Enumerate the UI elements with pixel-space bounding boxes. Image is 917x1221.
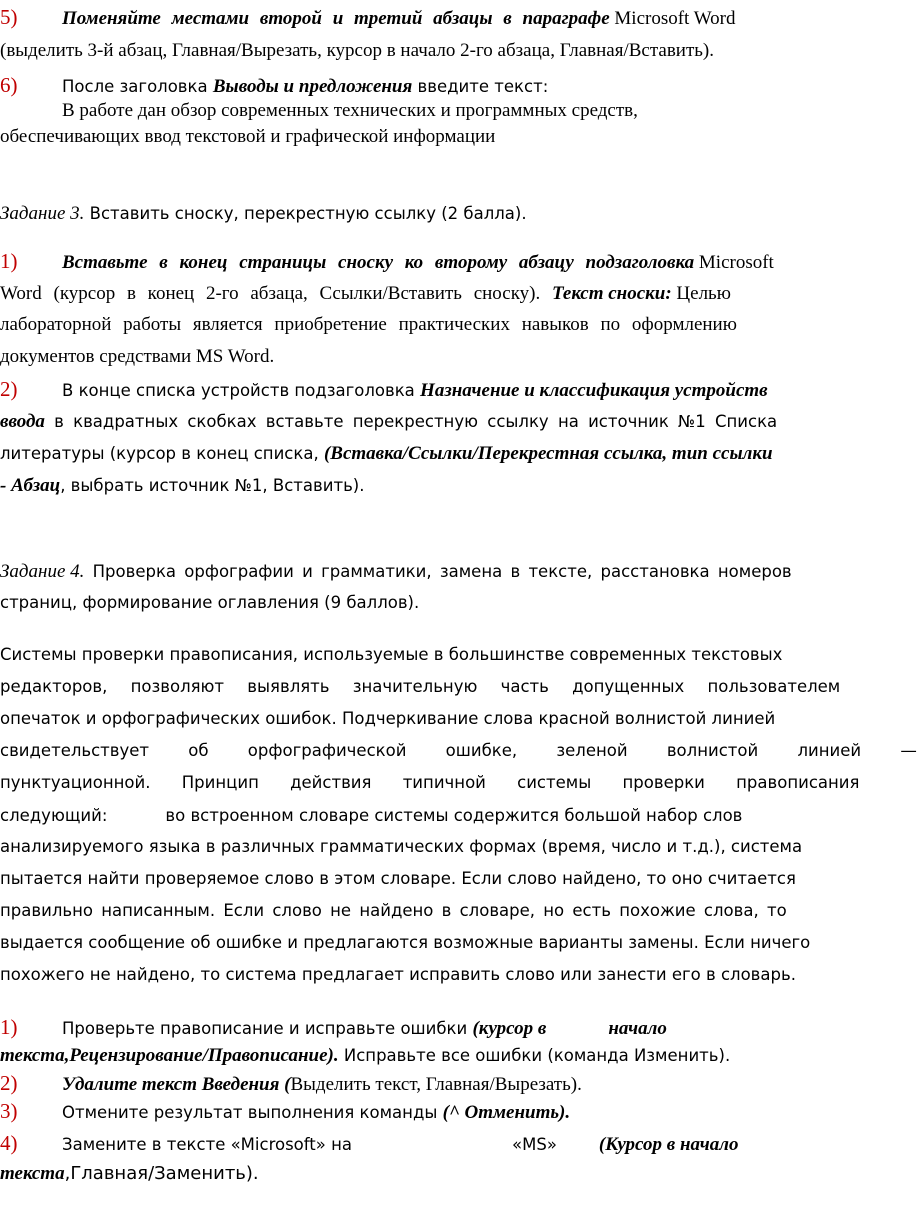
z3-item2-heading: Назначение и классификация устройств bbox=[420, 380, 768, 401]
paragraph-line: свидетельствует об орфографической ошибке, зеленой волнистой линией — bbox=[0, 741, 917, 760]
paragraph-line: Системы проверки правописания, используемые в большинстве современных текстовых bbox=[0, 645, 783, 664]
z4-item3-pre: Отмените результат выполнения команды bbox=[62, 1103, 443, 1122]
z3-item1-line2a: Word (курсор в конец 2-го абзаца, Ссылки/Вставить сноску). bbox=[0, 283, 552, 304]
paragraph-line: редакторов, позволяют выявлять значительную часть допущенных пользователем bbox=[0, 677, 841, 696]
z3-item2-number: 2) bbox=[0, 377, 18, 401]
z3-item1-number: 1) bbox=[0, 249, 18, 273]
z3-item2-line2 bbox=[0, 406, 816, 437]
z3-item1-line2c: Целью bbox=[671, 283, 731, 304]
zadanie4-text: Проверка орфографии и грамматики, замена в тексте, расстановка номеров bbox=[84, 562, 792, 581]
z4-item4-line2 bbox=[0, 1158, 816, 1189]
task6-heading: Выводы и предложения bbox=[212, 76, 413, 97]
z4-item3-line bbox=[0, 1096, 816, 1128]
z4-item4-line2a: текста bbox=[0, 1163, 65, 1184]
z4-item1-bold: (курсор в bbox=[472, 1018, 547, 1039]
z3-item2-line3b: (Вставка/Ссылки/Перекрестная ссылка, тип ссылки bbox=[323, 443, 773, 464]
task5-instruction: Поменяйте местами второй и третий абзацы в параграфе bbox=[62, 8, 610, 29]
z3-item1-instruction: Вставьте в конец страницы сноску ко второму абзацу подзаголовка bbox=[62, 252, 695, 273]
z3-item2-line4b: , выбрать источник №1, Вставить). bbox=[60, 476, 365, 495]
z3-item2-line4 bbox=[0, 470, 816, 501]
z4-item2-bold: Удалите текст Введения ( bbox=[62, 1074, 291, 1095]
z3-item2-line1 bbox=[0, 374, 816, 406]
zadanie3-text: Вставить сноску, перекрестную ссылку (2 балла). bbox=[84, 204, 527, 223]
z4-item4-pre: Замените в тексте «Microsoft» на bbox=[62, 1135, 353, 1154]
z3-item2-line3 bbox=[0, 438, 816, 469]
zadanie4-label: Задание 4. bbox=[0, 561, 85, 582]
z4-item4-ms: «MS» bbox=[512, 1135, 557, 1154]
paragraph-line-start: следующий: bbox=[0, 806, 108, 825]
paragraph-line: пытается найти проверяемое слово в этом словаре. Если слово найдено, то оно считается bbox=[0, 869, 796, 888]
task5-number: 5) bbox=[0, 5, 18, 29]
paragraph-line bbox=[0, 800, 816, 831]
z4-item1-line2b: Исправьте все ошибки (команда Изменить). bbox=[338, 1046, 731, 1065]
z3-item2-line3a: литературы (курсор в конец списка, bbox=[0, 444, 324, 463]
task6-number: 6) bbox=[0, 73, 18, 97]
z3-item1-line1 bbox=[0, 246, 816, 278]
paragraph-line: правильно написанным. Если слово не найдено в словаре, но есть похожие слова, то bbox=[0, 901, 787, 920]
task6-pre: После заголовка bbox=[62, 77, 213, 96]
z3-item1-line4: документов средствами MS Word. bbox=[0, 346, 275, 367]
z4-item1-line2 bbox=[0, 1040, 816, 1071]
z4-item3-number: 3) bbox=[0, 1099, 18, 1123]
paragraph-line: выдается сообщение об ошибке и предлагаются возможные варианты замены. Если ничего bbox=[0, 933, 811, 952]
task6-text1: В работе дан обзор современных технических и программных средств, bbox=[62, 100, 638, 121]
z4-item4-bold: (Курсор в начало bbox=[598, 1134, 739, 1155]
z4-item1-line2a: текста,Рецензирование/Правописание). bbox=[0, 1045, 339, 1066]
task5-line2: (выделить 3-й абзац, Главная/Вырезать, курсор в начало 2-го абзаца, Главная/Вставить). bbox=[0, 40, 715, 61]
z4-item4-line2b: ,Главная/Заменить). bbox=[64, 1163, 259, 1184]
paragraph-line: анализируемого языка в различных грамматических формах (время, число и т.д.), система bbox=[0, 837, 803, 856]
task6-text2: обеспечивающих ввод текстовой и графической информации bbox=[0, 126, 496, 147]
zadanie3-label: Задание 3. bbox=[0, 203, 85, 224]
z4-item4-number: 4) bbox=[0, 1131, 18, 1155]
task6-post: введите текст: bbox=[412, 77, 549, 96]
z4-item2-rest: Выделить текст, Главная/Вырезать). bbox=[290, 1074, 582, 1095]
zadanie3-heading bbox=[0, 198, 816, 229]
z4-item1-number: 1) bbox=[0, 1015, 18, 1039]
z3-item2-line4a: - Абзац bbox=[0, 475, 61, 496]
z3-item2-line2a: ввода bbox=[0, 411, 45, 432]
z4-item2-number: 2) bbox=[0, 1071, 18, 1095]
z3-item2-line2b: в квадратных скобках вставьте перекрестную ссылку на источник №1 Списка bbox=[44, 412, 778, 431]
z4-item3-bold: (^ Отменить). bbox=[442, 1102, 571, 1123]
z3-item2-pre: В конце списка устройств подзаголовка bbox=[62, 381, 421, 400]
task5-subject: Microsoft Word bbox=[609, 8, 736, 29]
z4-item1-bold2: начало bbox=[608, 1018, 667, 1039]
zadanie4-heading bbox=[0, 556, 816, 587]
task5-line1 bbox=[0, 2, 816, 34]
z4-item4-line1 bbox=[0, 1128, 816, 1160]
zadanie4-line2: страниц, формирование оглавления (9 баллов). bbox=[0, 593, 420, 612]
paragraph-line: пунктуационной. Принцип действия типичной системы проверки правописания bbox=[0, 773, 860, 792]
paragraph-line: похожего не найдено, то система предлагает исправить слово или занести его в словарь. bbox=[0, 965, 796, 984]
z4-item1-pre: Проверьте правописание и исправьте ошибки bbox=[62, 1019, 473, 1038]
paragraph-line-rest: во встроенном словаре системы содержится большой набор слов bbox=[165, 806, 743, 825]
z3-item1-line3: лабораторной работы является приобретение практических навыков по оформлению bbox=[0, 314, 737, 335]
z3-item1-line2 bbox=[0, 278, 816, 309]
z3-item1-subject: Microsoft bbox=[694, 252, 774, 273]
paragraph-line: опечаток и орфографических ошибок. Подчеркивание слова красной волнистой линией bbox=[0, 709, 776, 728]
z3-item1-footnote-label: Текст сноски: bbox=[552, 283, 672, 304]
